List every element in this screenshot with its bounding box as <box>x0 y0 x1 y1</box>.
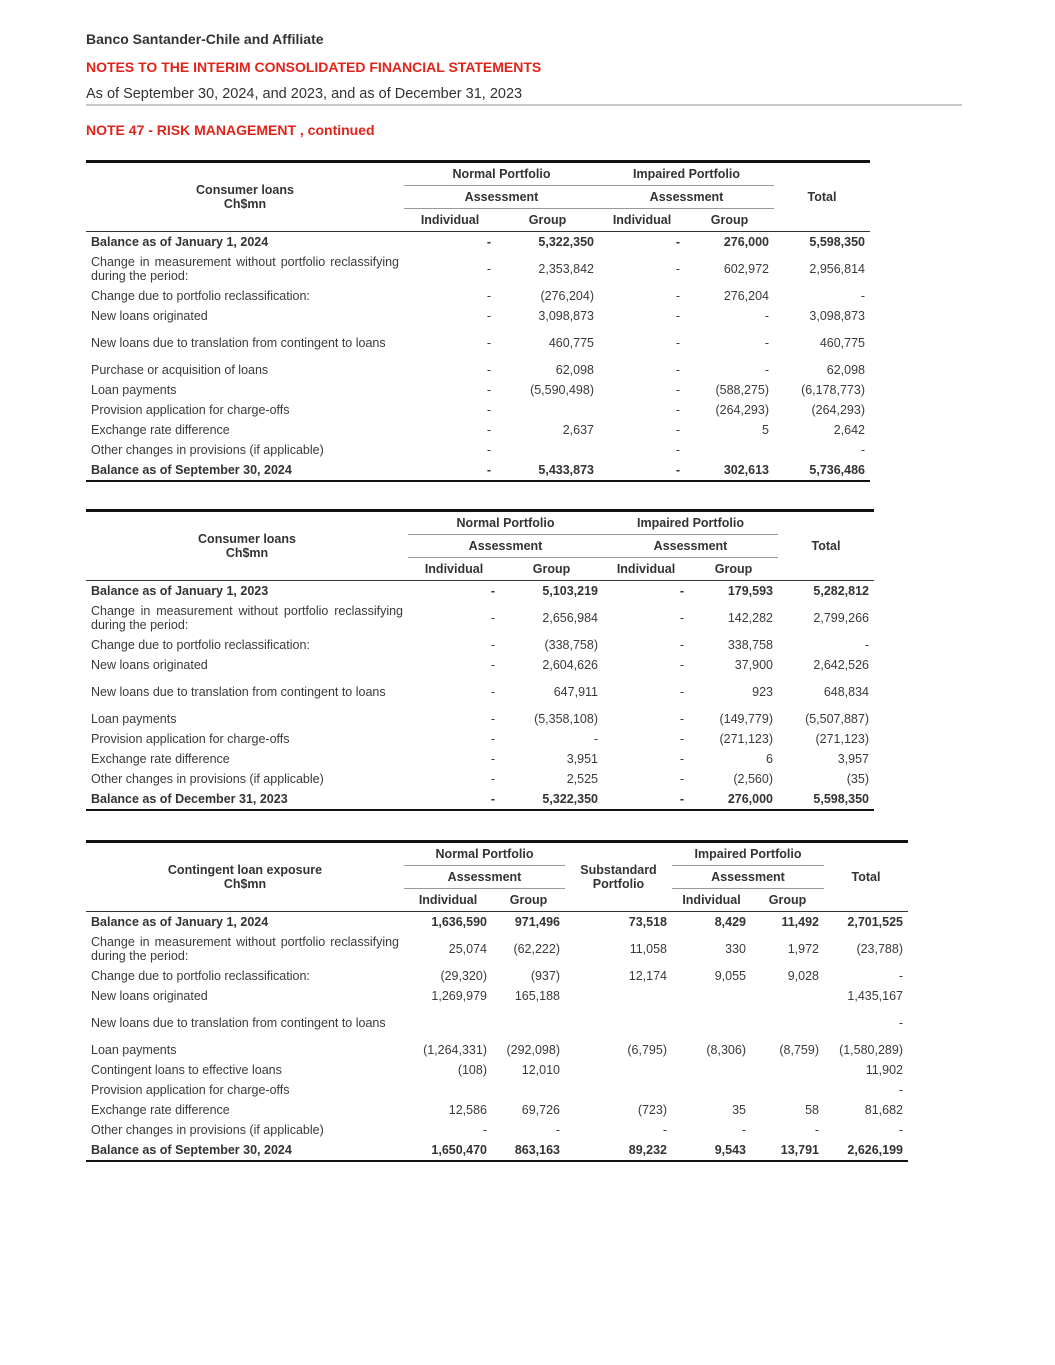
table-row <box>86 749 874 769</box>
table-title <box>86 842 404 912</box>
total-cell: (23,788) <box>856 942 903 956</box>
table-row-total <box>86 789 874 810</box>
normal-group-cell: 647,911 <box>553 685 598 699</box>
contingent-loan-exposure-table <box>86 840 908 1162</box>
row-label: Balance as of January 1, 2024 <box>86 912 404 933</box>
total-cell: - <box>864 638 869 652</box>
table-row <box>86 966 908 986</box>
table-row <box>86 400 870 420</box>
total-cell: - <box>860 289 865 303</box>
normal-individual-cell: - <box>486 289 491 303</box>
total-cell: 2,642 <box>833 423 865 437</box>
row-label: Contingent loans to effective loans <box>91 1063 282 1077</box>
substandard-cell: 89,232 <box>565 1140 672 1161</box>
table-title-line2: Ch$mn <box>223 197 267 211</box>
note-title: NOTE 47 - RISK MANAGEMENT , continued <box>86 122 375 138</box>
impaired-group-cell: 58 <box>805 1103 819 1117</box>
normal-group-cell: (5,590,498) <box>530 383 594 397</box>
normal-individual-cell <box>404 1080 492 1100</box>
impaired-portfolio-header: Impaired Portfolio <box>603 511 778 535</box>
table-row <box>86 286 870 306</box>
row-label: Loan payments <box>91 383 177 397</box>
impaired-individual-cell: - <box>675 443 680 457</box>
total-cell: 5,598,350 <box>778 789 874 810</box>
table-row <box>86 581 874 602</box>
impaired-group-cell <box>751 986 824 1006</box>
table-row <box>86 1100 908 1120</box>
table-row-total <box>86 460 870 481</box>
normal-individual-cell: - <box>486 336 491 350</box>
table-row <box>86 1006 908 1040</box>
normal-individual-cell: - <box>404 460 496 481</box>
impaired-portfolio-header: Impaired Portfolio <box>672 842 824 866</box>
row-label: Provision application for charge-offs <box>91 403 290 417</box>
impaired-individual-cell: (8,306) <box>706 1043 746 1057</box>
as-of-date: As of September 30, 2024, and 2023, and as of December 31, 2023 <box>86 86 523 102</box>
total-cell: - <box>898 1123 903 1137</box>
group-header: Group <box>751 889 824 912</box>
individual-header: Individual <box>672 889 751 912</box>
impaired-individual-cell: - <box>679 611 684 625</box>
table-row <box>86 601 874 635</box>
table-body <box>86 581 874 811</box>
normal-individual-cell: - <box>486 423 491 437</box>
normal-group-cell: 971,496 <box>492 912 565 933</box>
individual-header: Individual <box>404 209 496 232</box>
row-label: Exchange rate difference <box>91 1103 230 1117</box>
impaired-individual-cell: 9,543 <box>672 1140 751 1161</box>
individual-header: Individual <box>404 889 492 912</box>
normal-group-cell: (338,758) <box>544 638 598 652</box>
impaired-group-cell: 302,613 <box>685 460 774 481</box>
normal-group-cell: (5,358,108) <box>534 712 598 726</box>
total-cell: (271,123) <box>815 732 869 746</box>
substandard-cell <box>565 986 672 1006</box>
total-header: Total <box>774 162 870 232</box>
total-cell: 5,736,486 <box>774 460 870 481</box>
impaired-portfolio-header: Impaired Portfolio <box>599 162 774 186</box>
table-row <box>86 1060 908 1080</box>
table-row <box>86 440 870 460</box>
total-cell: 62,098 <box>826 363 865 377</box>
normal-group-cell: 5,103,219 <box>500 581 603 602</box>
impaired-individual-cell: - <box>679 772 684 786</box>
table-row <box>86 420 870 440</box>
impaired-individual-cell: - <box>679 732 684 746</box>
impaired-individual-cell: - <box>679 712 684 726</box>
substandard-cell: 12,174 <box>628 969 667 983</box>
impaired-group-cell: 179,593 <box>689 581 778 602</box>
consumer-loans-2024-table <box>86 160 870 482</box>
row-label: Balance as of January 1, 2023 <box>86 581 408 602</box>
impaired-group-cell <box>751 1080 824 1100</box>
impaired-individual-cell: - <box>599 460 685 481</box>
normal-portfolio-header: Normal Portfolio <box>408 511 603 535</box>
impaired-group-cell: - <box>764 336 769 350</box>
row-label: Other changes in provisions (if applicable) <box>91 772 324 786</box>
impaired-group-cell: (588,275) <box>715 383 769 397</box>
total-cell: 1,435,167 <box>847 989 903 1003</box>
table-title-line1: Contingent loan exposure <box>167 863 323 877</box>
row-label: New loans due to translation from contingent to loans <box>91 336 386 350</box>
row-label: Provision application for charge-offs <box>91 732 290 746</box>
normal-group-cell <box>492 1006 565 1040</box>
total-cell: 648,834 <box>823 685 869 699</box>
impaired-individual-cell: - <box>675 423 680 437</box>
table-body <box>86 232 870 482</box>
impaired-group-cell: 276,204 <box>723 289 769 303</box>
row-label: New loans originated <box>91 989 208 1003</box>
normal-portfolio-header: Normal Portfolio <box>404 162 599 186</box>
impaired-individual-cell: - <box>675 383 680 397</box>
substandard-cell: (723) <box>637 1103 667 1117</box>
impaired-group-cell: 142,282 <box>727 611 773 625</box>
impaired-individual-cell: - <box>679 752 684 766</box>
table-row <box>86 1040 908 1060</box>
normal-group-cell: 12,010 <box>521 1063 560 1077</box>
impaired-group-cell: 602,972 <box>723 262 769 276</box>
normal-group-cell: - <box>555 1123 560 1137</box>
table-row <box>86 252 870 286</box>
normal-individual-cell: - <box>490 752 495 766</box>
table-row <box>86 675 874 709</box>
normal-individual-cell: (1,264,331) <box>423 1043 487 1057</box>
substandard-portfolio-header: Substandard Portfolio <box>565 842 672 912</box>
total-cell: (35) <box>846 772 869 786</box>
total-cell: 5,598,350 <box>774 232 870 253</box>
normal-group-cell: 2,604,626 <box>542 658 598 672</box>
table-row <box>86 360 870 380</box>
total-cell: 2,956,814 <box>809 262 865 276</box>
row-label: Other changes in provisions (if applicable) <box>91 443 324 457</box>
table-body <box>86 912 908 1162</box>
normal-group-cell: 2,656,984 <box>542 611 598 625</box>
impaired-group-cell: 5 <box>762 423 769 437</box>
impaired-group-cell: 37,900 <box>734 658 773 672</box>
impaired-group-cell: (8,759) <box>779 1043 819 1057</box>
impaired-individual-cell: - <box>603 789 689 810</box>
impaired-individual-cell: - <box>603 581 689 602</box>
normal-group-cell: 69,726 <box>521 1103 560 1117</box>
normal-individual-cell <box>404 1006 492 1040</box>
normal-individual-cell: - <box>490 638 495 652</box>
total-cell: 2,799,266 <box>813 611 869 625</box>
table-row <box>86 1080 908 1100</box>
impaired-group-cell: - <box>764 309 769 323</box>
impaired-group-cell: (264,293) <box>715 403 769 417</box>
consumer-loans-2023-table <box>86 509 874 811</box>
total-cell: 2,701,525 <box>824 912 908 933</box>
normal-individual-cell: 1,650,470 <box>404 1140 492 1161</box>
normal-individual-cell: - <box>486 403 491 417</box>
row-label: Balance as of September 30, 2024 <box>86 1140 404 1161</box>
table-row <box>86 232 870 253</box>
impaired-group-cell: 276,000 <box>685 232 774 253</box>
normal-individual-cell: - <box>404 232 496 253</box>
impaired-individual-cell: 8,429 <box>672 912 751 933</box>
row-label: Balance as of January 1, 2024 <box>86 232 404 253</box>
impaired-individual-cell <box>672 1060 751 1080</box>
impaired-individual-cell: - <box>675 403 680 417</box>
normal-individual-cell: - <box>408 581 500 602</box>
total-cell: 2,642,526 <box>813 658 869 672</box>
normal-individual-cell: (108) <box>457 1063 487 1077</box>
impaired-individual-cell: - <box>675 289 680 303</box>
group-header: Group <box>685 209 774 232</box>
impaired-individual-cell: 35 <box>732 1103 746 1117</box>
normal-individual-cell: - <box>408 789 500 810</box>
row-label: New loans originated <box>91 309 208 323</box>
impaired-group-cell <box>751 1006 824 1040</box>
impaired-individual-cell <box>672 1006 751 1040</box>
impaired-group-cell: (149,779) <box>719 712 773 726</box>
total-header: Total <box>778 511 874 581</box>
total-cell: (5,507,887) <box>805 712 869 726</box>
normal-individual-cell: 12,586 <box>448 1103 487 1117</box>
total-cell: (1,580,289) <box>839 1043 903 1057</box>
impaired-individual-cell <box>672 1080 751 1100</box>
table-row <box>86 932 908 966</box>
company-name: Banco Santander-Chile and Affiliate <box>86 31 324 47</box>
total-cell: 460,775 <box>819 336 865 350</box>
normal-group-cell: 3,098,873 <box>538 309 594 323</box>
notes-title: NOTES TO THE INTERIM CONSOLIDATED FINANCIAL STATEMENTS <box>86 59 542 75</box>
normal-group-cell: - <box>593 732 598 746</box>
table-row <box>86 729 874 749</box>
table-row <box>86 380 870 400</box>
normal-individual-cell: - <box>490 685 495 699</box>
assessment-header: Assessment <box>408 535 603 558</box>
impaired-group-cell: 1,972 <box>787 942 819 956</box>
total-cell: (264,293) <box>811 403 865 417</box>
impaired-group-cell: 9,028 <box>787 969 819 983</box>
total-cell: 3,957 <box>837 752 869 766</box>
assessment-header: Assessment <box>603 535 778 558</box>
impaired-group-cell: 276,000 <box>689 789 778 810</box>
row-label: Change due to portfolio reclassification: <box>91 638 310 652</box>
impaired-individual-cell: - <box>679 638 684 652</box>
total-cell: - <box>898 969 903 983</box>
header-divider <box>86 104 962 106</box>
impaired-group-cell: - <box>764 363 769 377</box>
normal-individual-cell: - <box>490 772 495 786</box>
table-title-line1: Consumer loans <box>196 183 294 197</box>
impaired-group-cell: 338,758 <box>727 638 773 652</box>
table-row <box>86 709 874 729</box>
table-title-line2: Ch$mn <box>223 877 267 891</box>
normal-group-cell: 3,951 <box>566 752 598 766</box>
table-row <box>86 769 874 789</box>
impaired-individual-cell: - <box>599 232 685 253</box>
assessment-header: Assessment <box>599 186 774 209</box>
row-label: Loan payments <box>91 712 177 726</box>
individual-header: Individual <box>599 209 685 232</box>
table-row <box>86 655 874 675</box>
assessment-header: Assessment <box>672 866 824 889</box>
normal-individual-cell: - <box>490 611 495 625</box>
impaired-group-cell: 923 <box>752 685 773 699</box>
substandard-cell <box>565 1080 672 1100</box>
impaired-individual-cell: - <box>675 336 680 350</box>
row-label: Provision application for charge-offs <box>91 1083 290 1097</box>
normal-group-cell: (62,222) <box>513 942 560 956</box>
total-cell: - <box>898 1016 903 1030</box>
normal-group-cell: 2,637 <box>562 423 594 437</box>
table-title-line1: Consumer loans <box>198 532 296 546</box>
individual-header: Individual <box>603 558 689 581</box>
row-label: Change in measurement without portfolio reclassifying during the period: <box>91 935 399 963</box>
substandard-cell <box>565 1060 672 1080</box>
row-label: Exchange rate difference <box>91 752 230 766</box>
impaired-individual-cell: - <box>679 685 684 699</box>
row-label: New loans due to translation from contingent to loans <box>91 685 386 699</box>
normal-portfolio-header: Normal Portfolio <box>404 842 565 866</box>
group-header: Group <box>689 558 778 581</box>
total-cell: - <box>898 1083 903 1097</box>
row-label: Loan payments <box>91 1043 177 1057</box>
total-cell: 3,098,873 <box>809 309 865 323</box>
table-row <box>86 912 908 933</box>
impaired-group-cell: 6 <box>766 752 773 766</box>
row-label: Balance as of December 31, 2023 <box>86 789 408 810</box>
normal-individual-cell: - <box>486 443 491 457</box>
normal-individual-cell: (29,320) <box>440 969 487 983</box>
normal-individual-cell: 25,074 <box>448 942 487 956</box>
normal-group-cell <box>496 400 599 420</box>
table-row <box>86 986 908 1006</box>
total-cell: 2,626,199 <box>824 1140 908 1161</box>
normal-group-cell: 863,163 <box>492 1140 565 1161</box>
impaired-group-cell: 11,492 <box>751 912 824 933</box>
total-header: Total <box>824 842 908 912</box>
impaired-individual-cell: - <box>741 1123 746 1137</box>
total-cell: 5,282,812 <box>778 581 874 602</box>
impaired-group-cell <box>685 440 774 460</box>
substandard-cell: 73,518 <box>565 912 672 933</box>
normal-individual-cell: 1,636,590 <box>404 912 492 933</box>
group-header: Group <box>492 889 565 912</box>
row-label: Change in measurement without portfolio reclassifying during the period: <box>91 255 399 283</box>
impaired-individual-cell: - <box>679 658 684 672</box>
normal-group-cell: (292,098) <box>506 1043 560 1057</box>
normal-individual-cell: - <box>486 262 491 276</box>
normal-individual-cell: 1,269,979 <box>431 989 487 1003</box>
row-label: Purchase or acquisition of loans <box>91 363 269 377</box>
total-cell: 11,902 <box>865 1063 903 1077</box>
impaired-individual-cell: - <box>675 309 680 323</box>
row-label: Other changes in provisions (if applicable) <box>91 1123 324 1137</box>
row-label: Balance as of September 30, 2024 <box>86 460 404 481</box>
normal-individual-cell: - <box>490 658 495 672</box>
impaired-individual-cell: 330 <box>725 942 746 956</box>
impaired-group-cell: (2,560) <box>733 772 773 786</box>
impaired-group-cell <box>751 1060 824 1080</box>
substandard-cell: (6,795) <box>627 1043 667 1057</box>
row-label: New loans due to translation from contingent to loans <box>91 1016 386 1030</box>
total-cell: - <box>860 443 865 457</box>
substandard-cell: - <box>662 1123 667 1137</box>
table-title <box>86 162 404 232</box>
impaired-group-cell: - <box>814 1123 819 1137</box>
table-row-total <box>86 1140 908 1161</box>
table-row <box>86 306 870 326</box>
row-label: Change in measurement without portfolio reclassifying during the period: <box>91 604 403 632</box>
normal-individual-cell: - <box>486 309 491 323</box>
total-cell: (6,178,773) <box>801 383 865 397</box>
row-label: New loans originated <box>91 658 208 672</box>
impaired-group-cell: (271,123) <box>719 732 773 746</box>
impaired-individual-cell: 9,055 <box>714 969 746 983</box>
row-label: Exchange rate difference <box>91 423 230 437</box>
normal-group-cell: 2,525 <box>566 772 598 786</box>
assessment-header: Assessment <box>404 186 599 209</box>
total-cell: 81,682 <box>864 1103 903 1117</box>
individual-header: Individual <box>408 558 500 581</box>
substandard-cell: 11,058 <box>629 942 667 956</box>
table-title-line2: Ch$mn <box>225 546 269 560</box>
group-header: Group <box>496 209 599 232</box>
row-label: Change due to portfolio reclassification: <box>91 969 310 983</box>
normal-group-cell: (937) <box>530 969 560 983</box>
table-row <box>86 326 870 360</box>
impaired-individual-cell: - <box>675 262 680 276</box>
normal-group-cell: 5,322,350 <box>496 232 599 253</box>
group-header: Group <box>500 558 603 581</box>
impaired-group-cell: 13,791 <box>751 1140 824 1161</box>
row-label: Change due to portfolio reclassification: <box>91 289 310 303</box>
substandard-cell <box>565 1006 672 1040</box>
normal-individual-cell: - <box>482 1123 487 1137</box>
impaired-individual-cell <box>672 986 751 1006</box>
table-row <box>86 1120 908 1140</box>
normal-individual-cell: - <box>490 712 495 726</box>
normal-group-cell: 5,322,350 <box>500 789 603 810</box>
normal-group-cell: (276,204) <box>540 289 594 303</box>
normal-group-cell: 62,098 <box>555 363 594 377</box>
impaired-individual-cell: - <box>675 363 680 377</box>
normal-individual-cell: - <box>486 383 491 397</box>
normal-group-cell: 460,775 <box>548 336 594 350</box>
table-title <box>86 511 408 581</box>
normal-group-cell: 165,188 <box>514 989 560 1003</box>
normal-individual-cell: - <box>486 363 491 377</box>
normal-group-cell: 2,353,842 <box>538 262 594 276</box>
normal-group-cell <box>496 440 599 460</box>
normal-group-cell <box>492 1080 565 1100</box>
normal-individual-cell: - <box>490 732 495 746</box>
normal-group-cell: 5,433,873 <box>496 460 599 481</box>
assessment-header: Assessment <box>404 866 565 889</box>
table-row <box>86 635 874 655</box>
